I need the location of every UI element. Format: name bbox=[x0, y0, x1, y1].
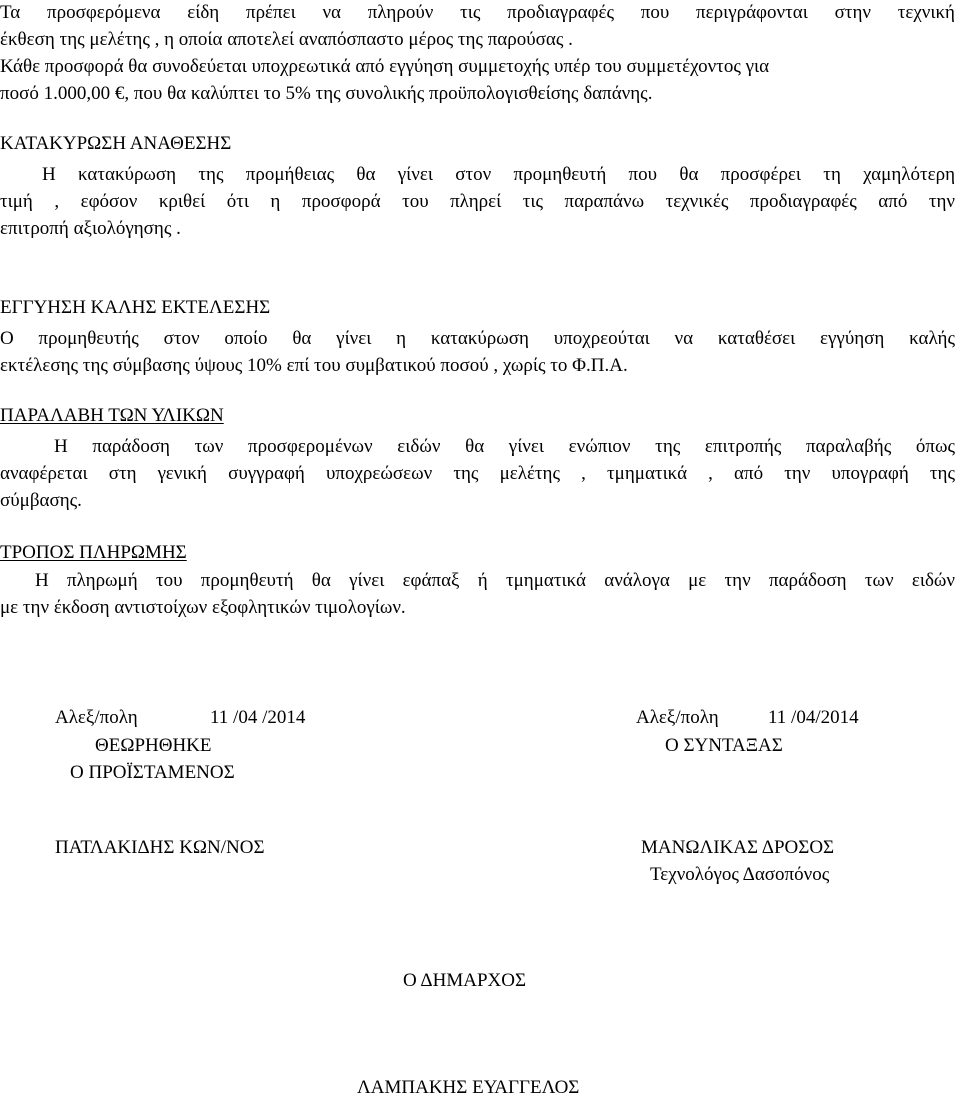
right-signature-place: Αλεξ/πολη bbox=[636, 707, 719, 728]
section-heading: ΕΓΓΥΗΣΗ ΚΑΛΗΣ ΕΚΤΕΛΕΣΗΣ bbox=[0, 297, 271, 318]
left-signature-place: Αλεξ/πολη bbox=[55, 707, 138, 728]
intro-line: ποσό 1.000,00 €, που θα καλύπτει το 5% της συνολικής προϋπολογισθείσης δαπάνης. bbox=[0, 83, 653, 104]
section-text-line: Η παράδοση των προσφερομένων ειδών θα γίνει ενώπιον της επιτροπής παραλαβής όπως bbox=[54, 436, 955, 457]
right-signature-name: ΜΑΝΩΛΙΚΑΣ ΔΡΟΣΟΣ bbox=[641, 837, 835, 858]
section-text-line: τιμή , εφόσον κριθεί ότι η προσφορά του πληρεί τις παραπάνω τεχνικές προδιαγραφές από την bbox=[0, 191, 955, 212]
mayor-name: ΛΑΜΠΑΚΗΣ ΕΥΑΓΓΕΛΟΣ bbox=[357, 1077, 580, 1098]
right-signature-role: Ο ΣΥΝΤΑΞΑΣ bbox=[665, 735, 783, 756]
left-signature-name: ΠΑΤΛΑΚΙΔΗΣ ΚΩΝ/ΝΟΣ bbox=[55, 837, 265, 858]
section-text-line: Η πληρωμή του προμηθευτή θα γίνει εφάπαξ ή τμηματικά ανάλογα με την παράδοση των ειδών bbox=[35, 570, 955, 591]
intro-line: έκθεση της μελέτης , η οποία αποτελεί αναπόσπαστο μέρος της παρούσας . bbox=[0, 29, 573, 50]
section-heading: ΚΑΤΑΚΥΡΩΣΗ ΑΝΑΘΕΣΗΣ bbox=[0, 133, 232, 154]
section-text-line: με την έκδοση αντιστοίχων εξοφλητικών τιμολογίων. bbox=[0, 597, 406, 618]
section-heading: ΤΡΟΠΟΣ ΠΛΗΡΩΜΗΣ bbox=[0, 542, 187, 563]
left-signature-date: 11 /04 /2014 bbox=[210, 707, 306, 728]
section-text-line: εκτέλεσης της σύμβασης ύψους 10% επί του συμβατικού ποσού , χωρίς το Φ.Π.Α. bbox=[0, 355, 628, 376]
left-signature-status: ΘΕΩΡΗΘΗΚΕ bbox=[95, 735, 212, 756]
right-signature-title: Τεχνολόγος Δασοπόνος bbox=[650, 864, 830, 885]
section-text-line: επιτροπή αξιολόγησης . bbox=[0, 218, 181, 239]
section-text-line: Η κατακύρωση της προμήθειας θα γίνει στον προμηθευτή που θα προσφέρει τη χαμηλότερη bbox=[42, 164, 955, 185]
right-signature-date: 11 /04/2014 bbox=[768, 707, 859, 728]
section-text-line: σύμβασης. bbox=[0, 490, 82, 511]
intro-line: Κάθε προσφορά θα συνοδεύεται υποχρεωτικά από εγγύηση συμμετοχής υπέρ του συμμετέχοντος για bbox=[0, 56, 770, 77]
left-signature-role: Ο ΠΡΟΪΣΤΑΜΕΝΟΣ bbox=[70, 762, 235, 783]
section-text-line: Ο προμηθευτής στον οποίο θα γίνει η κατακύρωση υποχρεούται να καταθέσει εγγύηση καλής bbox=[0, 328, 955, 349]
intro-line: Τα προσφερόμενα είδη πρέπει να πληρούν τις προδιαγραφές που περιγράφονται στην τεχνική bbox=[0, 2, 955, 23]
mayor-role: Ο ΔΗΜΑΡΧΟΣ bbox=[403, 970, 527, 991]
section-heading: ΠΑΡΑΛΑΒΗ ΤΩΝ ΥΛΙΚΩΝ bbox=[0, 405, 224, 426]
section-text-line: αναφέρεται στη γενική συγγραφή υποχρεώσεων της μελέτης , τμηματικά , από την υπογραφή της bbox=[0, 463, 955, 484]
